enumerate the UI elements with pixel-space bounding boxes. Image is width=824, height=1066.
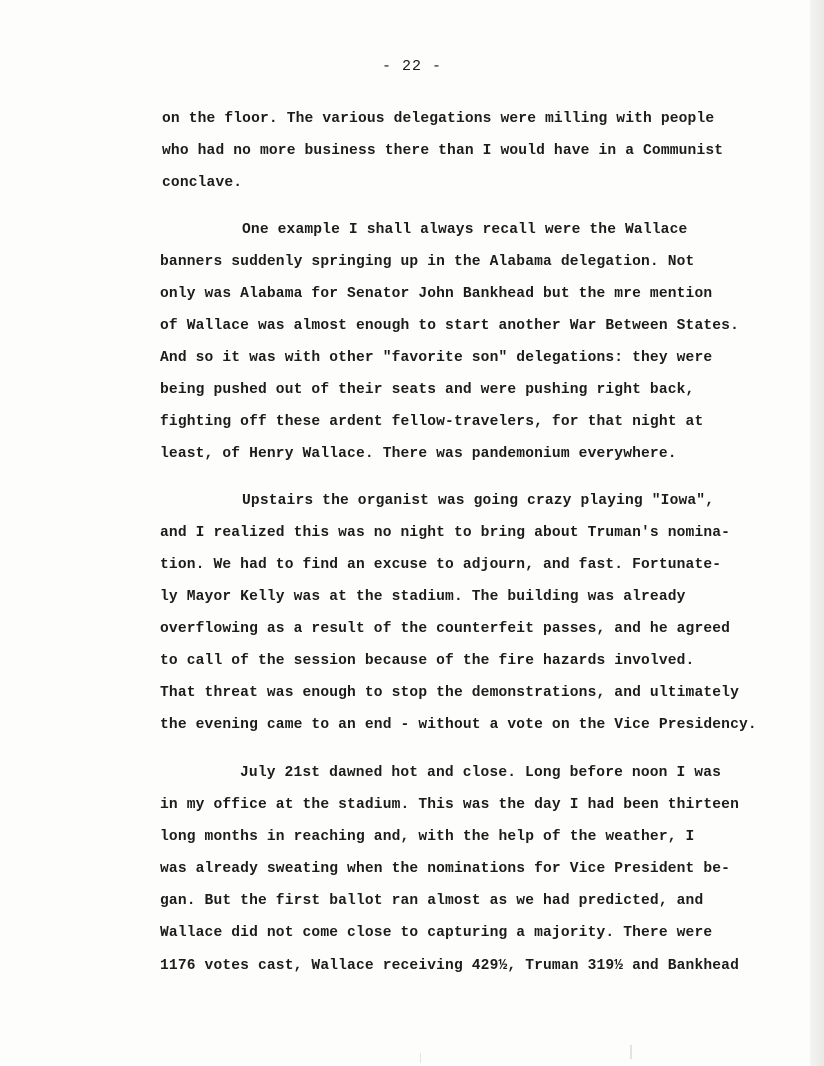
text-line: least, of Henry Wallace. There was pandemonium everywhere. (160, 446, 677, 462)
text-line: fighting off these ardent fellow-travelers, for that night at (160, 414, 704, 430)
text-line: overflowing as a result of the counterfeit passes, and he agreed (160, 621, 731, 637)
text-line: gan. But the first ballot ran almost as we had predicted, and (160, 893, 704, 909)
text-line: was already sweating when the nominations for Vice President be- (160, 861, 731, 877)
text-line: of Wallace was almost enough to start another War Between States. (160, 318, 739, 334)
text-line: to call of the session because of the fire hazards involved. (160, 653, 695, 669)
text-line: conclave. (162, 175, 243, 191)
page-edge-shadow (810, 0, 824, 1066)
text-line: the evening came to an end - without a vote on the Vice Presidency. (160, 717, 757, 733)
text-line: 1176 votes cast, Wallace receiving 429½, Truman 319½ and Bankhead (160, 958, 739, 974)
text-line: Upstairs the organist was going crazy playing "Iowa", (242, 493, 715, 509)
text-line: and I realized this was no night to bring about Truman's nomina- (160, 525, 731, 541)
text-line: who had no more business there than I would have in a Communist (162, 143, 724, 159)
text-line: on the floor. The various delegations were milling with people (162, 111, 715, 127)
text-line: Wallace did not come close to capturing a majority. There were (160, 925, 713, 941)
text-line: ly Mayor Kelly was at the stadium. The building was already (160, 589, 686, 605)
text-line: tion. We had to find an excuse to adjourn, and fast. Fortunate- (160, 557, 722, 573)
text-line: One example I shall always recall were the Wallace (242, 222, 688, 238)
scan-mark (420, 1053, 421, 1063)
text-line: in my office at the stadium. This was the day I had been thirteen (160, 797, 739, 813)
text-line: That threat was enough to stop the demonstrations, and ultimately (160, 685, 739, 701)
text-line: And so it was with other "favorite son" delegations: they were (160, 350, 713, 366)
text-line: long months in reaching and, with the help of the weather, I (160, 829, 695, 845)
scan-mark (630, 1045, 632, 1059)
page-number: - 22 - (381, 58, 442, 75)
text-line: only was Alabama for Senator John Bankhead but the mre mention (160, 286, 713, 302)
text-line: banners suddenly springing up in the Alabama delegation. Not (160, 254, 695, 270)
text-line: July 21st dawned hot and close. Long before noon I was (240, 765, 722, 781)
text-line: being pushed out of their seats and were pushing right back, (160, 382, 695, 398)
